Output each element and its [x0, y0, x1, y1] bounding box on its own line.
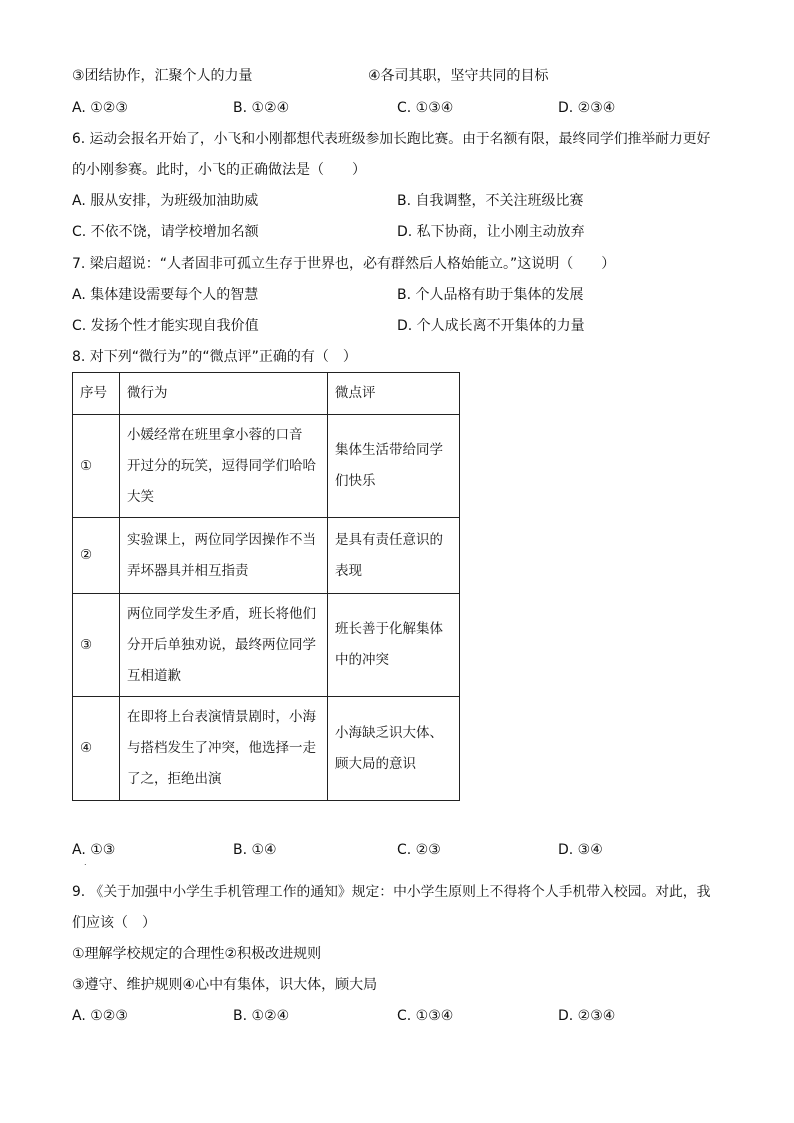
row-comment — [328, 697, 460, 801]
q8-option-d: D. ③④ — [558, 842, 603, 858]
table-row — [73, 518, 460, 594]
comment-line: 们快乐 — [335, 473, 376, 489]
comment-line: 小海缺乏识大体、 — [335, 724, 443, 741]
q6-option-d: D. 私下协商，让小刚主动放弃 — [397, 224, 585, 240]
q9-items-line-1: ①理解学校规定的合理性②积极改进规则 — [72, 946, 322, 962]
header-comment: 微点评 — [328, 373, 460, 415]
behavior-line: 大笑 — [127, 488, 154, 505]
micro-behavior-table — [72, 372, 460, 801]
behavior-line: 互相道歉 — [127, 667, 181, 684]
q5-item-3: ③团结协作，汇聚个人的力量 — [72, 68, 253, 84]
behavior-line: 实验课上，两位同学因操作不当 — [127, 531, 316, 548]
comment-line: 中的冲突 — [335, 652, 389, 668]
q7-option-a: A. 集体建设需要每个人的智慧 — [72, 287, 259, 303]
row-comment — [328, 518, 460, 594]
q5-option-b: B. ①②④ — [233, 100, 290, 116]
table-row — [73, 415, 460, 518]
comment-line: 是具有责任意识的 — [335, 531, 443, 548]
q7-option-c: C. 发扬个性才能实现自我价值 — [72, 318, 259, 334]
behavior-line: 与搭档发生了冲突，他选择一走 — [127, 740, 316, 756]
behavior-line: 两位同学发生矛盾，班长将他们 — [127, 605, 316, 622]
row-number: ② — [73, 518, 120, 594]
q7-option-d: D. 个人成长离不开集体的力量 — [397, 318, 585, 334]
comment-line: 顾大局的意识 — [335, 755, 416, 772]
q6-stem-line-2: 的小刚参赛。此时，小飞的正确做法是（ ） — [72, 162, 366, 178]
row-behavior — [120, 415, 328, 518]
q9-stem-line-2: 们应该（ ） — [72, 915, 156, 931]
row-comment — [328, 594, 460, 697]
q9-stem-line-1: 9. 《关于加强中小学生手机管理工作的通知》规定：中小学生原则上不得将个人手机带入校园。对此，我 — [72, 884, 711, 900]
table-row — [73, 594, 460, 697]
behavior-line: 了之，拒绝出演 — [127, 771, 222, 787]
comment-line: 表现 — [335, 562, 362, 579]
row-comment — [328, 415, 460, 518]
behavior-line: 分开后单独劝说，最终两位同学 — [127, 636, 316, 653]
row-number: ① — [73, 415, 120, 518]
row-number: ③ — [73, 594, 120, 697]
q5-option-d: D. ②③④ — [558, 100, 616, 116]
header-number: 序号 — [73, 373, 120, 415]
q6-option-b: B. 自我调整，不关注班级比赛 — [397, 193, 584, 209]
q9-items-line-2: ③遵守、维护规则④心中有集体，识大体，顾大局 — [72, 977, 378, 993]
q5-option-c: C. ①③④ — [397, 100, 454, 116]
header-behavior: 微行为 — [120, 373, 328, 415]
stray-dot: . — [84, 858, 87, 867]
q6-option-a: A. 服从安排，为班级加油助威 — [72, 193, 259, 209]
q9-option-b: B. ①②④ — [233, 1008, 290, 1024]
q8-option-a: A. ①③ — [72, 842, 116, 858]
row-number: ④ — [73, 697, 120, 801]
row-behavior — [120, 594, 328, 697]
q5-option-a: A. ①②③ — [72, 100, 128, 116]
q8-option-c: C. ②③ — [397, 842, 441, 858]
comment-line: 班长善于化解集体 — [335, 621, 443, 637]
q6-stem-line-1: 6. 运动会报名开始了，小飞和小刚都想代表班级参加长跑比赛。由于名额有限，最终同学们推举耐力更好 — [72, 131, 711, 147]
q7-stem: 7. 梁启超说：“人者固非可孤立生存于世界也，必有群然后人格始能立。”这说明（ ） — [72, 256, 616, 272]
q9-option-a: A. ①②③ — [72, 1008, 128, 1024]
q8-option-b: B. ①④ — [233, 842, 277, 858]
q8-stem: 8. 对下列“微行为”的“微点评”正确的有（ ） — [72, 349, 357, 365]
behavior-line: 在即将上台表演情景剧时，小海 — [127, 709, 316, 725]
q5-item-4: ④各司其职，坚守共同的目标 — [368, 68, 549, 84]
q9-option-d: D. ②③④ — [558, 1008, 616, 1024]
behavior-line: 开过分的玩笑，逗得同学们哈哈 — [127, 457, 316, 474]
table-row — [73, 697, 460, 801]
comment-line: 集体生活带给同学 — [335, 442, 443, 458]
behavior-line: 弄坏器具并相互指责 — [127, 562, 249, 579]
row-behavior — [120, 697, 328, 801]
table-header-row — [73, 373, 460, 415]
q7-option-b: B. 个人品格有助于集体的发展 — [397, 287, 584, 303]
q9-option-c: C. ①③④ — [397, 1008, 454, 1024]
row-behavior — [120, 518, 328, 594]
q6-option-c: C. 不依不饶，请学校增加名额 — [72, 224, 259, 240]
behavior-line: 小媛经常在班里拿小蓉的口音 — [127, 426, 303, 443]
